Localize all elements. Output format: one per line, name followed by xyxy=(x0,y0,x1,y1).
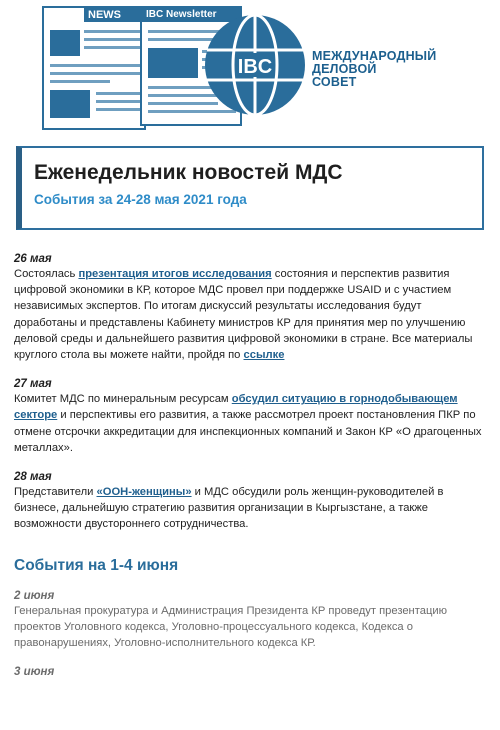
news-text: Представители «ООН-женщины» и МДС обсудили роль женщин-руководителей в бизнесе, дальнейшую стратегию развития организации в Кыргызстане, а также возможности двустороннего сотрудничества. xyxy=(14,486,444,531)
newsletter-subheading: События за 24-28 мая 2021 года xyxy=(34,192,247,207)
upcoming-date: 2 июня xyxy=(14,589,55,602)
news-item xyxy=(14,470,486,533)
newspaper-illustration-left xyxy=(42,6,146,130)
news-text: Комитет МДС по минеральным ресурсам обсудил ситуацию в горнодобывающем секторе и перспективы его развития, а также рассмотрел проект постановления ПКР по отмене отсрочки аккредитации для инспекционных компаний и Закон КР «О драгоценных металлах». xyxy=(14,393,482,454)
news-date: 26 мая xyxy=(14,253,52,265)
newsletter-header xyxy=(0,0,500,138)
news-date: 28 мая xyxy=(14,471,52,484)
upcoming-date: 3 июня xyxy=(14,666,55,679)
upcoming-section-title: События на 1-4 июня xyxy=(14,556,179,574)
newsletter-content xyxy=(14,252,486,693)
news-text: Состоялась презентация итогов исследования состояния и перспектив развития цифровой экономики в КР, которое МДС провел при поддержке USAID и с участием независимых экспертов. По итогам дискуссий результаты исследования будут доработаны и представлены Кабинету министров КР для принятия мер по улучшению деловой среды и дальнейшего развития цифровой экономики в стране. Все материалы круглого стола вы можете найти, пройдя по ссылке xyxy=(14,268,473,362)
materials-link[interactable]: ссылке xyxy=(243,349,285,362)
newsletter-title-box xyxy=(16,146,484,230)
news-item xyxy=(14,252,486,363)
globe-logo-text: IBC xyxy=(237,56,273,78)
ibc-newsletter-label: IBC Newsletter xyxy=(142,8,240,22)
upcoming-item xyxy=(14,665,486,679)
brand-line-1: МЕЖДУНАРОДНЫЙ xyxy=(312,49,437,63)
presentation-link[interactable]: презентация итогов исследования xyxy=(78,268,272,280)
brand-line-2: ДЕЛОВОЙ xyxy=(312,62,377,76)
upcoming-text: Генеральная прокуратура и Администрация Президента КР проведут презентацию проектов Уголовного кодекса, Уголовно-процессуального кодекса, Кодекса о правонарушениях, Уголовно-исполнительного кодекса КР. xyxy=(14,604,447,650)
news-label: NEWS xyxy=(84,8,144,22)
brand-line-3: СОВЕТ xyxy=(312,75,357,89)
mining-sector-link[interactable]: обсудил ситуацию в горнодобывающем секторе xyxy=(14,393,458,422)
news-item xyxy=(14,377,486,456)
news-date: 27 мая xyxy=(14,378,52,391)
upcoming-item xyxy=(14,589,486,652)
un-women-link[interactable]: «ООН-женщины» xyxy=(96,486,192,499)
brand-name xyxy=(312,50,436,89)
globe-logo-icon xyxy=(200,10,310,120)
newsletter-heading: Еженедельник новостей МДС xyxy=(34,161,343,184)
